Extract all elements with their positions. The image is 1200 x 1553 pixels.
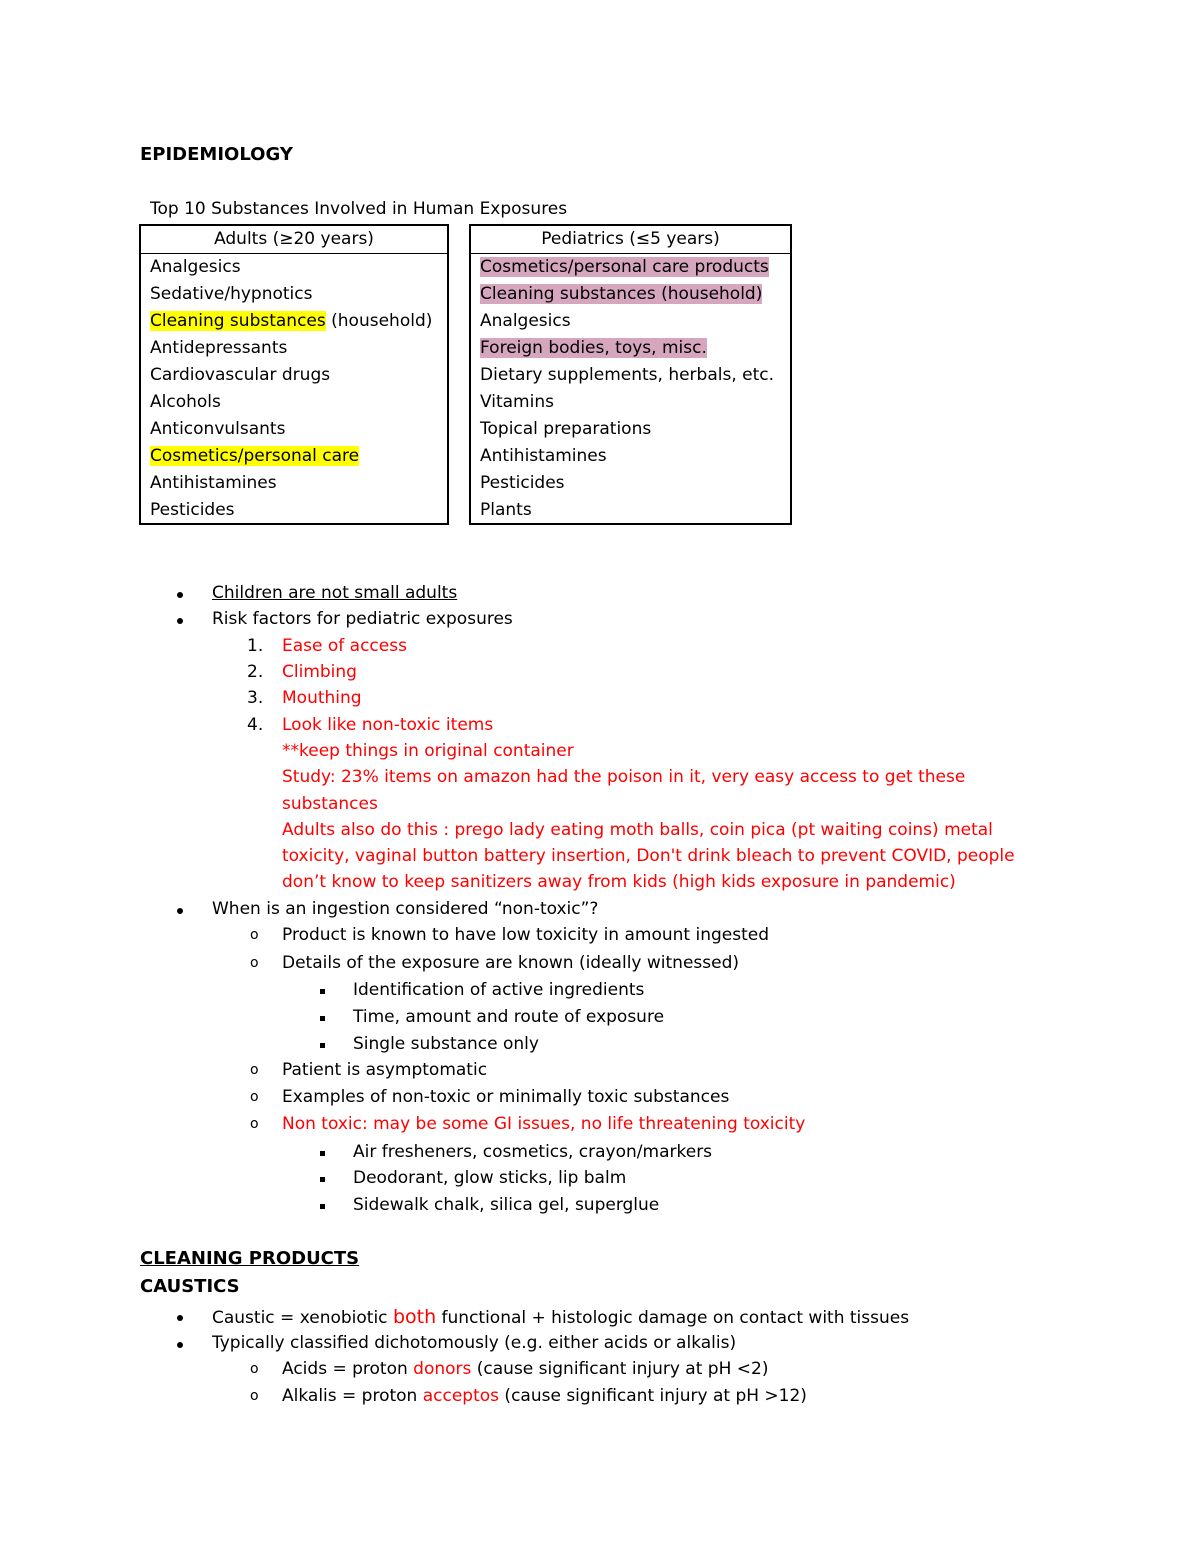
adults-header: Adults (≥20 years): [141, 226, 447, 254]
square-bullet-icon: [320, 989, 325, 994]
bullet-text: Typically classified dichotomously (e.g. either acids or alkalis): [212, 1333, 737, 1353]
sub-item: Non toxic: may be some GI issues, no life threatening toxicity: [282, 1114, 806, 1134]
pediatrics-row: Antihistamines: [480, 446, 607, 466]
pediatrics-row: Plants: [480, 500, 532, 520]
sub-item: Patient is asymptomatic: [282, 1060, 488, 1080]
circle-bullet-icon: o: [250, 1116, 259, 1132]
sub-item: Details of the exposure are known (ideally witnessed): [282, 953, 740, 973]
sub-sub-item: Deodorant, glow sticks, lip balm: [353, 1168, 627, 1188]
risk-item: Ease of access: [282, 636, 407, 656]
square-bullet-icon: [320, 1204, 325, 1209]
note-text: Adults also do this : prego lady eating moth balls, coin pica (pt waiting coins) metal: [282, 820, 993, 840]
square-bullet-icon: [320, 1151, 325, 1156]
bullet-text: Caustic = xenobiotic both functional + histologic damage on contact with tissues: [212, 1306, 910, 1328]
pediatrics-row: Topical preparations: [480, 419, 652, 439]
pediatrics-row: Vitamins: [480, 392, 554, 412]
list-number: 3.: [247, 688, 264, 708]
square-bullet-icon: [320, 1177, 325, 1182]
adults-row: Pesticides: [150, 500, 235, 520]
square-bullet-icon: [320, 1016, 325, 1021]
highlight: Cosmetics/personal care products: [480, 257, 769, 277]
bullet-icon: [177, 908, 183, 914]
section-heading: CLEANING PRODUCTS: [140, 1248, 360, 1269]
sub-item: Acids = proton donors (cause significant injury at pH <2): [282, 1359, 769, 1379]
adults-row: Antihistamines: [150, 473, 277, 493]
bullet-text: When is an ingestion considered “non-toxic”?: [212, 899, 599, 919]
list-number: 2.: [247, 662, 264, 682]
sub-sub-item: Time, amount and route of exposure: [353, 1007, 665, 1027]
pediatrics-row: Dietary supplements, herbals, etc.: [480, 365, 775, 385]
pediatrics-row: [471, 254, 790, 281]
risk-item: Climbing: [282, 662, 357, 682]
note-text: don’t know to keep sanitizers away from kids (high kids exposure in pandemic): [282, 872, 956, 892]
sub-item: Product is known to have low toxicity in amount ingested: [282, 925, 769, 945]
circle-bullet-icon: o: [250, 927, 259, 943]
pediatrics-header: Pediatrics (≤5 years): [471, 226, 790, 254]
bullet-icon: [177, 1342, 183, 1348]
risk-item: Look like non-toxic items: [282, 715, 494, 735]
bullet-text: Children are not small adults: [212, 583, 458, 603]
highlight: Cleaning substances: [150, 311, 326, 331]
adults-row: Analgesics: [150, 257, 241, 277]
circle-bullet-icon: o: [250, 955, 259, 971]
risk-item: Mouthing: [282, 688, 362, 708]
note-text: **keep things in original container: [282, 741, 574, 761]
sub-sub-item: Identification of active ingredients: [353, 980, 645, 1000]
bullet-icon: [177, 618, 183, 624]
circle-bullet-icon: o: [250, 1361, 259, 1377]
sub-sub-item: Single substance only: [353, 1034, 539, 1054]
adults-row: Anticonvulsants: [150, 419, 286, 439]
pediatrics-row: [471, 281, 790, 308]
square-bullet-icon: [320, 1043, 325, 1048]
circle-bullet-icon: o: [250, 1089, 259, 1105]
sub-sub-item: Air fresheners, cosmetics, crayon/markers: [353, 1142, 713, 1162]
circle-bullet-icon: o: [250, 1062, 259, 1078]
sub-sub-item: Sidewalk chalk, silica gel, superglue: [353, 1195, 660, 1215]
page-title: EPIDEMIOLOGY: [140, 144, 293, 165]
pediatrics-row: [471, 335, 790, 362]
section-subheading: CAUSTICS: [140, 1276, 240, 1297]
adults-row: Cleaning substances (household): [150, 311, 433, 331]
note-text: substances: [282, 794, 378, 814]
highlight: Cleaning substances (household): [480, 284, 763, 304]
adults-table: [139, 224, 449, 525]
pediatrics-row: Pesticides: [480, 473, 565, 493]
adults-row: Alcohols: [150, 392, 221, 412]
adults-row: Sedative/hypnotics: [150, 284, 313, 304]
list-number: 4.: [247, 715, 264, 735]
adults-row: [141, 443, 447, 470]
note-text: Study: 23% items on amazon had the poison in it, very easy access to get these: [282, 767, 966, 787]
highlight: Foreign bodies, toys, misc.: [480, 338, 707, 358]
list-number: 1.: [247, 636, 264, 656]
sub-item: Examples of non-toxic or minimally toxic substances: [282, 1087, 730, 1107]
table-caption: Top 10 Substances Involved in Human Exposures: [150, 199, 568, 219]
highlight: Cosmetics/personal care: [150, 446, 360, 466]
adults-row: Cardiovascular drugs: [150, 365, 331, 385]
pediatrics-table: [469, 224, 792, 525]
note-text: toxicity, vaginal button battery insertion, Don't drink bleach to prevent COVID, people: [282, 846, 1015, 866]
circle-bullet-icon: o: [250, 1388, 259, 1404]
sub-item: Alkalis = proton acceptos (cause significant injury at pH >12): [282, 1386, 807, 1406]
adults-row: Antidepressants: [150, 338, 288, 358]
bullet-icon: [177, 592, 183, 598]
bullet-text: Risk factors for pediatric exposures: [212, 609, 513, 629]
bullet-icon: [177, 1315, 183, 1321]
pediatrics-row: Analgesics: [480, 311, 571, 331]
